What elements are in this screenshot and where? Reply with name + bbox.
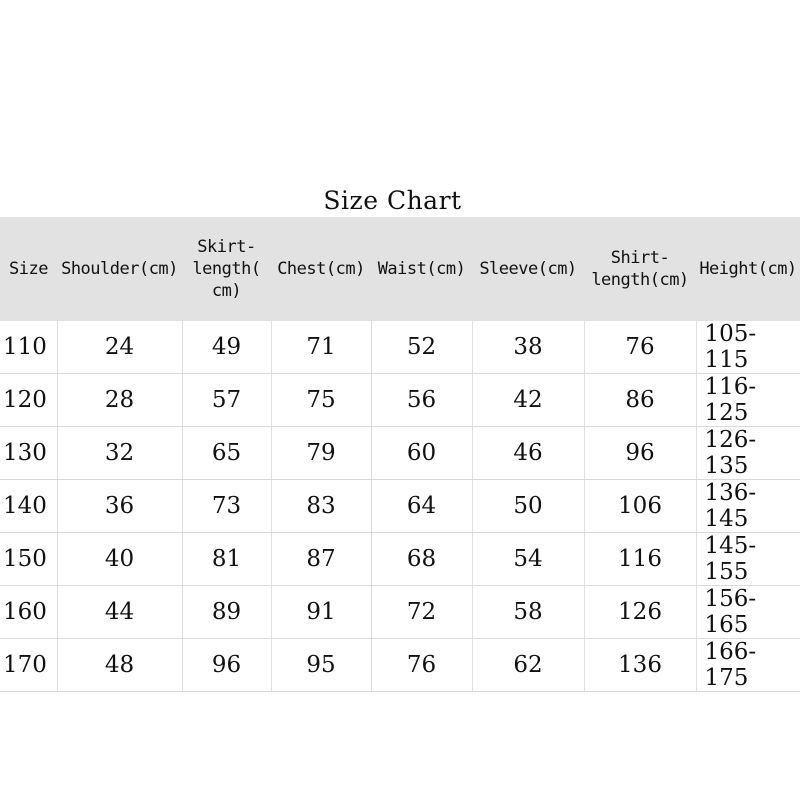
shoulder-cell: 32: [57, 427, 182, 480]
height-cell: 105-115: [696, 321, 800, 374]
waist-cell: 52: [371, 321, 472, 374]
waist-cell: 60: [371, 427, 472, 480]
table-row: [0, 427, 800, 480]
size-chart-table: [0, 217, 800, 692]
chest-cell: 87: [271, 533, 371, 586]
size-cell: 170: [0, 639, 57, 692]
sleeve-cell: 42: [472, 374, 584, 427]
shirt-length-cell: 86: [584, 374, 696, 427]
shirt-length-cell: 116: [584, 533, 696, 586]
size-cell: 150: [0, 533, 57, 586]
skirt-length-cell: 49: [182, 321, 271, 374]
skirt-length-cell: 65: [182, 427, 271, 480]
size-cell: 160: [0, 586, 57, 639]
waist-cell: 76: [371, 639, 472, 692]
skirt-length-cell: 73: [182, 480, 271, 533]
table-row: [0, 533, 800, 586]
header-skirt-length: Skirt- length( cm): [192, 237, 261, 301]
size-cell: 130: [0, 427, 57, 480]
table-row: [0, 374, 800, 427]
table-row: [0, 480, 800, 533]
size-cell: 140: [0, 480, 57, 533]
waist-cell: 68: [371, 533, 472, 586]
shoulder-cell: 24: [57, 321, 182, 374]
shirt-length-cell: 106: [584, 480, 696, 533]
chest-cell: 71: [271, 321, 371, 374]
height-cell: 145-155: [696, 533, 800, 586]
table-row: [0, 321, 800, 374]
waist-cell: 64: [371, 480, 472, 533]
sleeve-cell: 58: [472, 586, 584, 639]
shoulder-cell: 28: [57, 374, 182, 427]
header-shoulder: Shoulder(cm): [61, 259, 178, 279]
chest-cell: 91: [271, 586, 371, 639]
size-cell: 110: [0, 321, 57, 374]
sleeve-cell: 38: [472, 321, 584, 374]
chest-cell: 79: [271, 427, 371, 480]
sleeve-cell: 50: [472, 480, 584, 533]
skirt-length-cell: 81: [182, 533, 271, 586]
shirt-length-cell: 76: [584, 321, 696, 374]
shoulder-cell: 48: [57, 639, 182, 692]
sleeve-cell: 62: [472, 639, 584, 692]
skirt-length-cell: 89: [182, 586, 271, 639]
shirt-length-cell: 136: [584, 639, 696, 692]
table-row: [0, 639, 800, 692]
height-cell: 136-145: [696, 480, 800, 533]
header-size: Size: [9, 259, 48, 279]
skirt-length-cell: 57: [182, 374, 271, 427]
shoulder-cell: 40: [57, 533, 182, 586]
sleeve-cell: 46: [472, 427, 584, 480]
shirt-length-cell: 126: [584, 586, 696, 639]
chest-cell: 95: [271, 639, 371, 692]
shirt-length-cell: 96: [584, 427, 696, 480]
sleeve-cell: 54: [472, 533, 584, 586]
shoulder-cell: 44: [57, 586, 182, 639]
skirt-length-cell: 96: [182, 639, 271, 692]
shoulder-cell: 36: [57, 480, 182, 533]
size-cell: 120: [0, 374, 57, 427]
waist-cell: 72: [371, 586, 472, 639]
header-height: Height(cm): [699, 259, 797, 279]
chest-cell: 83: [271, 480, 371, 533]
height-cell: 156-165: [696, 586, 800, 639]
chart-title: Size Chart: [323, 186, 462, 215]
waist-cell: 56: [371, 374, 472, 427]
height-cell: 126-135: [696, 427, 800, 480]
header-waist: Waist(cm): [377, 259, 466, 279]
header-sleeve: Sleeve(cm): [479, 259, 577, 279]
header-row: [0, 217, 800, 321]
header-chest: Chest(cm): [277, 259, 365, 279]
height-cell: 116-125: [696, 374, 800, 427]
table-row: [0, 586, 800, 639]
chest-cell: 75: [271, 374, 371, 427]
height-cell: 166-175: [696, 639, 800, 692]
header-shirt-length: Shirt- length(cm): [591, 248, 689, 290]
